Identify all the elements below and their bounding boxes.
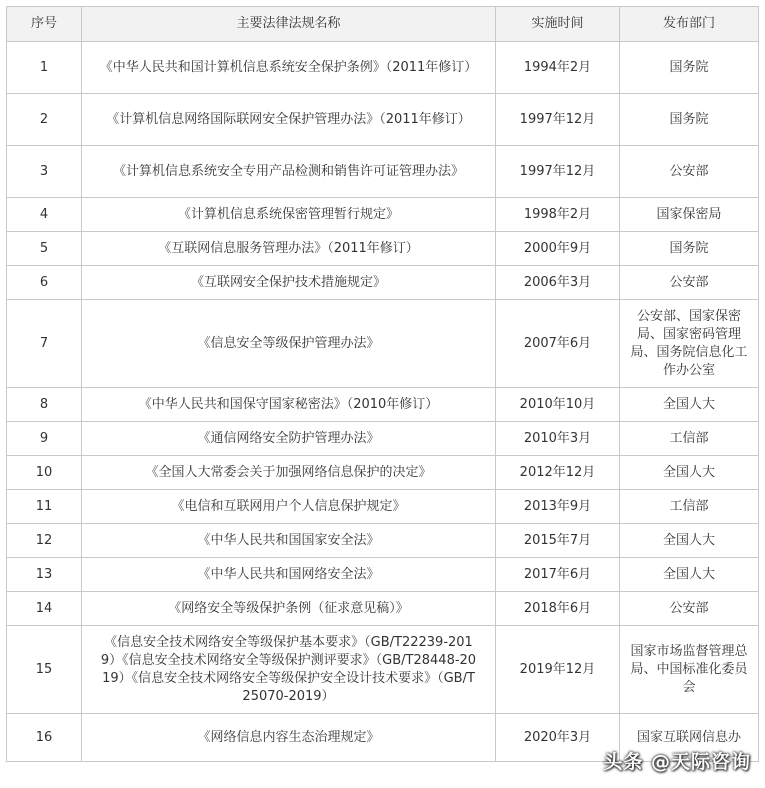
cell-date: 2017年6月	[496, 558, 620, 592]
cell-no: 10	[7, 456, 82, 490]
cell-name: 《计算机信息系统安全专用产品检测和销售许可证管理办法》	[82, 146, 496, 198]
cell-date: 1998年2月	[496, 198, 620, 232]
cell-date: 2015年7月	[496, 524, 620, 558]
table-row	[7, 198, 759, 232]
cell-no: 11	[7, 490, 82, 524]
cell-no: 7	[7, 300, 82, 388]
cell-date: 2000年9月	[496, 232, 620, 266]
table-row	[7, 456, 759, 490]
table-row	[7, 232, 759, 266]
cell-name: 《计算机信息系统保密管理暂行规定》	[82, 198, 496, 232]
cell-no: 14	[7, 592, 82, 626]
law-table	[6, 6, 759, 762]
cell-date: 1997年12月	[496, 94, 620, 146]
cell-dept: 公安部	[620, 266, 759, 300]
table-row	[7, 626, 759, 714]
cell-date: 2007年6月	[496, 300, 620, 388]
cell-no: 8	[7, 388, 82, 422]
table-row	[7, 266, 759, 300]
cell-date: 2018年6月	[496, 592, 620, 626]
cell-date: 1994年2月	[496, 42, 620, 94]
cell-no: 16	[7, 714, 82, 762]
table-row	[7, 388, 759, 422]
cell-name: 《中华人民共和国国家安全法》	[82, 524, 496, 558]
cell-no: 4	[7, 198, 82, 232]
cell-date: 2006年3月	[496, 266, 620, 300]
cell-no: 9	[7, 422, 82, 456]
cell-date: 2010年3月	[496, 422, 620, 456]
cell-date: 2019年12月	[496, 626, 620, 714]
cell-dept: 公安部	[620, 592, 759, 626]
watermark: 头条 @天际咨询	[603, 751, 751, 773]
cell-dept: 全国人大	[620, 524, 759, 558]
cell-no: 6	[7, 266, 82, 300]
header-dept: 发布部门	[620, 7, 759, 42]
table-row	[7, 558, 759, 592]
cell-date: 2012年12月	[496, 456, 620, 490]
cell-no: 3	[7, 146, 82, 198]
cell-date: 2013年9月	[496, 490, 620, 524]
cell-no: 5	[7, 232, 82, 266]
cell-dept: 国家市场监督管理总局、中国标准化委员会	[620, 626, 759, 714]
cell-dept: 工信部	[620, 490, 759, 524]
cell-name: 《通信网络安全防护管理办法》	[82, 422, 496, 456]
table-row	[7, 592, 759, 626]
cell-dept: 全国人大	[620, 388, 759, 422]
cell-dept: 全国人大	[620, 558, 759, 592]
header-name: 主要法律法规名称	[82, 7, 496, 42]
cell-dept: 公安部	[620, 146, 759, 198]
table-row	[7, 300, 759, 388]
cell-dept: 国家互联网信息办	[620, 714, 759, 762]
cell-dept: 公安部、国家保密局、国家密码管理局、国务院信息化工作办公室	[620, 300, 759, 388]
cell-name: 《计算机信息网络国际联网安全保护管理办法》（2011年修订）	[82, 94, 496, 146]
cell-name: 《信息安全等级保护管理办法》	[82, 300, 496, 388]
cell-dept: 国务院	[620, 94, 759, 146]
cell-date: 2010年10月	[496, 388, 620, 422]
cell-no: 15	[7, 626, 82, 714]
cell-no: 1	[7, 42, 82, 94]
cell-name: 《网络信息内容生态治理规定》	[82, 714, 496, 762]
cell-date: 2020年3月	[496, 714, 620, 762]
cell-name: 《中华人民共和国网络安全法》	[82, 558, 496, 592]
cell-no: 2	[7, 94, 82, 146]
table-row	[7, 490, 759, 524]
cell-name: 《网络安全等级保护条例（征求意见稿）》	[82, 592, 496, 626]
table-row	[7, 524, 759, 558]
cell-no: 12	[7, 524, 82, 558]
table-header-row	[7, 7, 759, 42]
cell-name: 《中华人民共和国计算机信息系统安全保护条例》（2011年修订）	[82, 42, 496, 94]
cell-dept: 国家保密局	[620, 198, 759, 232]
cell-name: 《互联网安全保护技术措施规定》	[82, 266, 496, 300]
header-date: 实施时间	[496, 7, 620, 42]
cell-dept: 国务院	[620, 232, 759, 266]
cell-name: 《电信和互联网用户个人信息保护规定》	[82, 490, 496, 524]
table-row	[7, 146, 759, 198]
law-table-container	[6, 6, 759, 762]
header-no: 序号	[7, 7, 82, 42]
cell-name: 《中华人民共和国保守国家秘密法》（2010年修订）	[82, 388, 496, 422]
cell-name: 《信息安全技术网络安全等级保护基本要求》（GB/T22239-2019）《信息安全技术网络安全等级保护测评要求》（GB/T28448-2019）《信息安全技术网络安全等级保护安全设计技术要求》（GB/T25070-2019）	[82, 626, 496, 714]
cell-dept: 国务院	[620, 42, 759, 94]
cell-date: 1997年12月	[496, 146, 620, 198]
cell-dept: 全国人大	[620, 456, 759, 490]
table-row	[7, 422, 759, 456]
cell-no: 13	[7, 558, 82, 592]
cell-name: 《全国人大常委会关于加强网络信息保护的决定》	[82, 456, 496, 490]
table-row	[7, 42, 759, 94]
cell-dept: 工信部	[620, 422, 759, 456]
table-row	[7, 94, 759, 146]
cell-name: 《互联网信息服务管理办法》（2011年修订）	[82, 232, 496, 266]
